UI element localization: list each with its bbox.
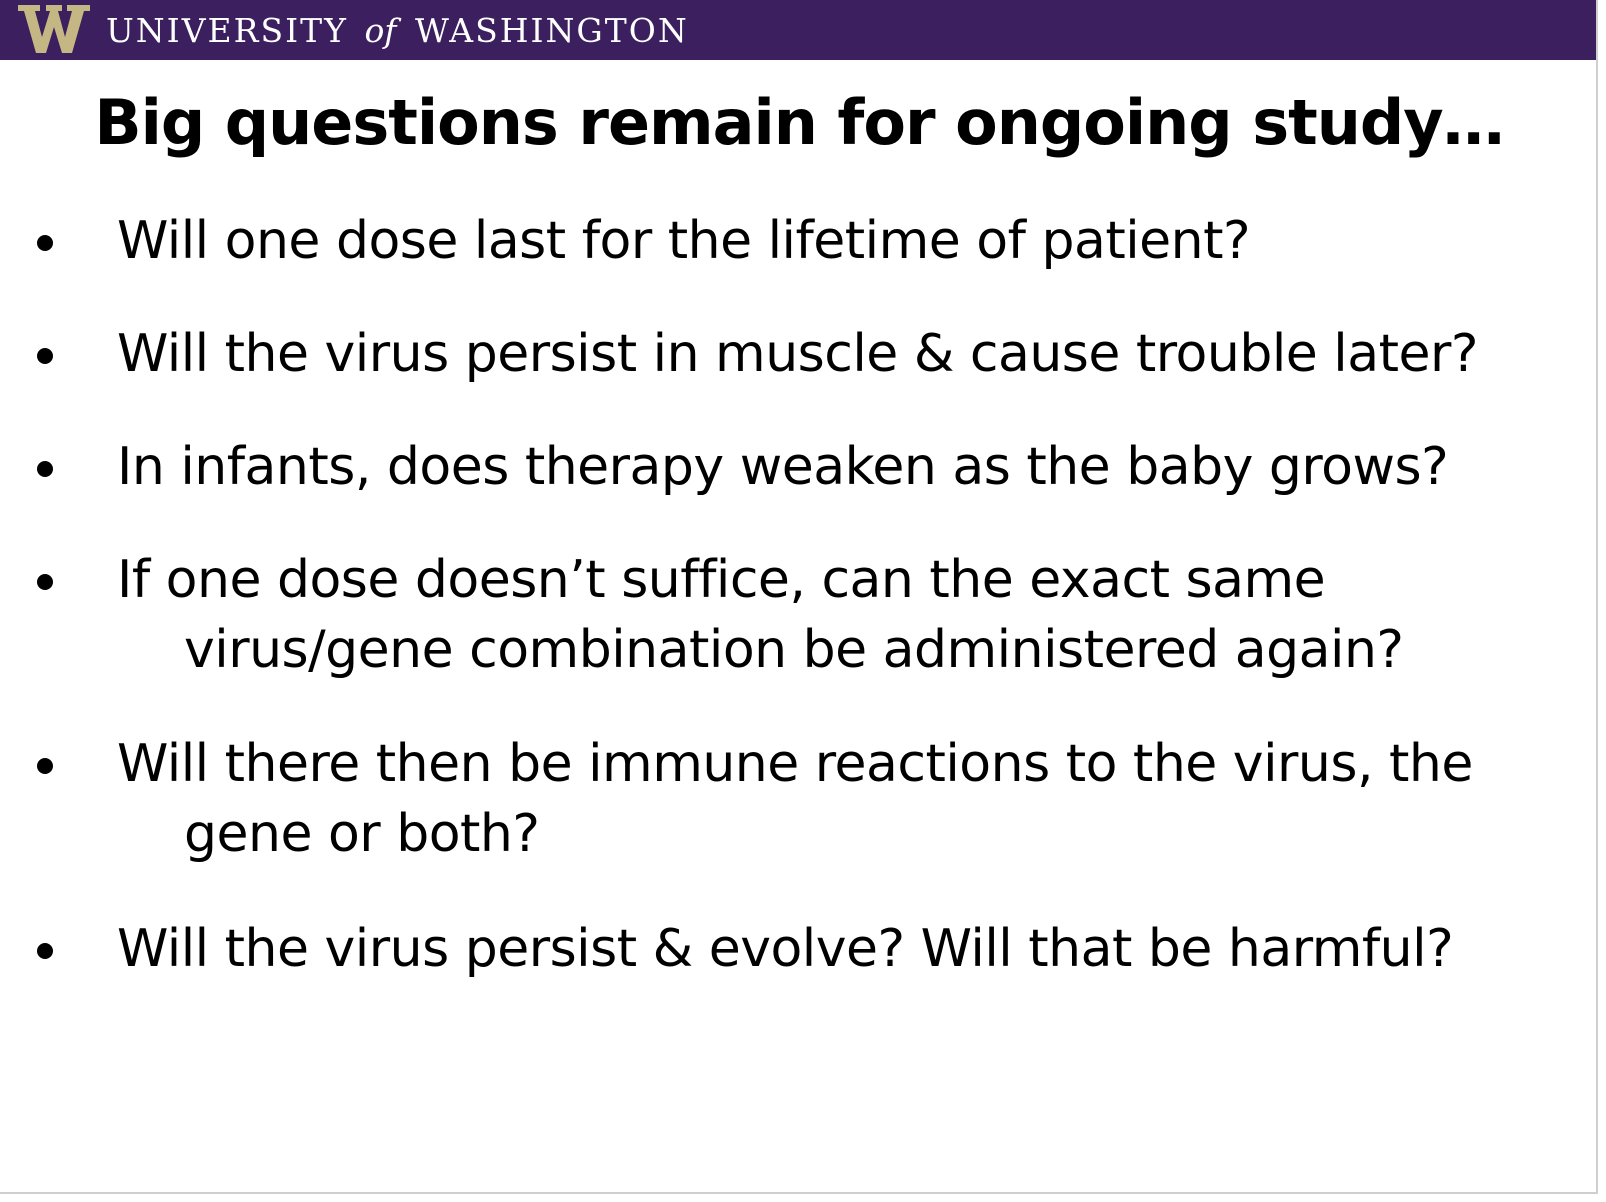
university-name-main: UNIVERSITY [106, 11, 348, 50]
bullet-line: Will there then be immune reactions to the virus, the [117, 734, 1473, 794]
bullet-text [117, 432, 1448, 502]
slide-title: Big questions remain for ongoing study… [94, 86, 1504, 159]
university-name [106, 11, 689, 51]
bullet-line: In infants, does therapy weaken as the baby grows? [117, 437, 1449, 497]
bullet-text [117, 545, 1404, 685]
university-name-place: WASHINGTON [415, 11, 689, 50]
university-banner [0, 0, 1596, 60]
bullet-line-continuation: virus/gene combination be administered again? [184, 620, 1404, 680]
bullet-text [117, 206, 1250, 276]
bullet-dot-icon [37, 758, 53, 774]
bullet-dot-icon [37, 235, 53, 251]
bullet-line: If one dose doesn’t suffice, can the exact same [117, 550, 1326, 610]
bullet-line: Will the virus persist & evolve? Will that be harmful? [117, 919, 1454, 979]
bullet-text [117, 729, 1473, 869]
bullet-line-continuation: gene or both? [184, 804, 540, 864]
bullet-text [117, 319, 1478, 389]
bullet-dot-icon [37, 574, 53, 590]
bullet-dot-icon [37, 348, 53, 364]
university-name-of: of [364, 11, 397, 50]
bullet-dot-icon [37, 461, 53, 477]
bullet-line: Will one dose last for the lifetime of patient? [117, 211, 1251, 271]
bullet-text [117, 914, 1453, 984]
bullet-line: Will the virus persist in muscle & cause trouble later? [117, 324, 1478, 384]
uw-logo-icon [18, 3, 90, 55]
bullet-dot-icon [37, 943, 53, 959]
